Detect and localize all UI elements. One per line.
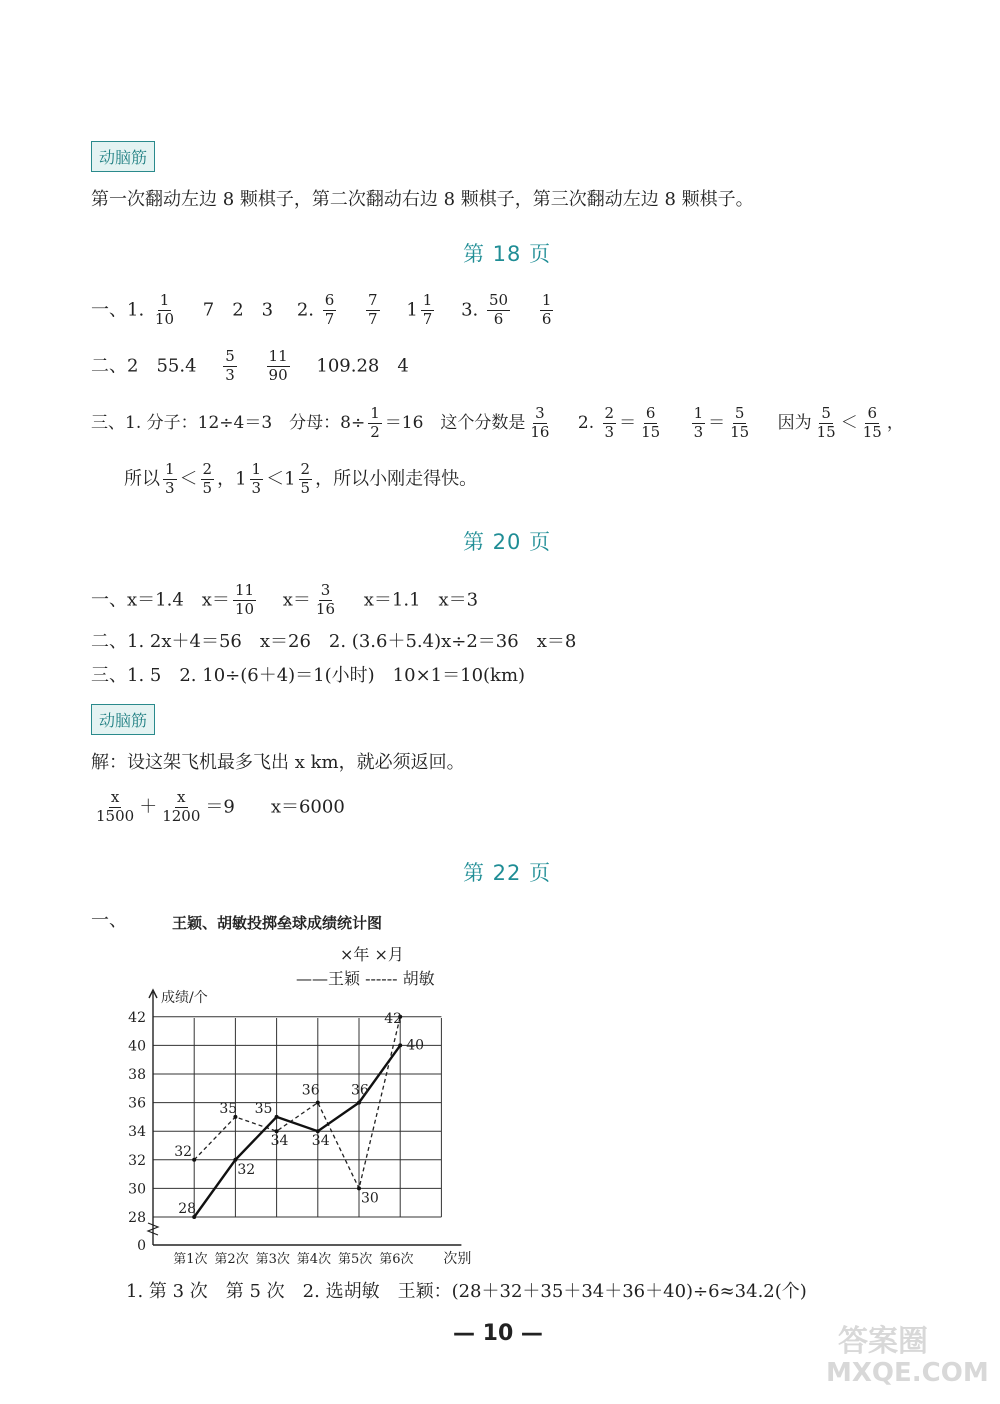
data-label-wang-ying: 40 [406,1037,425,1054]
data-label-hu-min: 30 [361,1190,379,1207]
p18-line-2: 二、2 55.4 $\frac{5}{3}$ $\frac{11}{90}$ 109.28 4 [91,347,409,384]
data-point-wang-ying [398,1043,402,1047]
p20-equation: $\frac{x}{1500}$ ＋ $\frac{x}{1200}$ ＝9 x＝6000 [96,788,345,825]
data-label-wang-ying: 28 [178,1201,197,1217]
page-18-heading: 第 18 页 [463,242,552,266]
axis-break-mark [148,1223,158,1235]
fraction: $\frac{5}{15}$ [730,404,750,441]
fraction: $\frac{1}{6}$ [541,291,552,328]
data-point-hu-min [192,1158,196,1162]
fraction: $\frac{x}{1200}$ [162,788,201,825]
y-tick-label: 40 [128,1038,146,1055]
p22-lead: 一、 [91,910,127,931]
x-axis-label: 次别 [443,1251,472,1267]
data-point-wang-ying [357,1101,361,1105]
watermark-text: MXQE.COM [826,1358,989,1388]
line-chart [120,982,480,1272]
fraction: $\frac{5}{15}$ [816,404,836,441]
y-tick-label: 30 [128,1181,146,1198]
page-number: — 10 — [453,1321,543,1346]
fraction: $\frac{1}{2}$ [370,404,380,441]
fraction: $\frac{6}{15}$ [862,404,882,441]
fraction: $\frac{5}{3}$ [225,347,235,384]
data-label-wang-ying: 32 [237,1161,256,1178]
fraction: $\frac{6}{15}$ [641,404,661,441]
y-tick-label: 34 [128,1124,146,1141]
x-tick-label: 第6次 [379,1252,414,1267]
x-tick-label: 第5次 [338,1252,373,1267]
fraction: $\frac{2}{3}$ [604,404,615,441]
fraction: $\frac{6}{7}$ [324,291,335,328]
chess-answer: 第一次翻动左边 8 颗棋子，第二次翻动右边 8 颗棋子，第三次翻动左边 8 颗棋子。 [91,189,754,210]
p18-line-3: 三、1. 分子：12÷4＝3 分母：8÷ $\frac{1}{2}$ ＝16 这个分数是 $\frac{3}{16}$ 2. $\frac{2}{3}$ ＝ $\frac{6}{15}$ $\frac{1}{3}$ ＝ $\frac{5}{15}$ 因为 $\frac{5}{15}$ ＜ $\frac{6}{15}$ ， [91,404,904,441]
fraction: $\frac{1}{10}$ [154,291,175,328]
x-tick-label: 第2次 [214,1252,249,1267]
chart-legend: ——王颖 ------ 胡敏 [296,969,435,988]
y-tick-label: 38 [128,1067,146,1083]
y-tick-label: 28 [128,1210,146,1226]
data-label-wang-ying: 36 [351,1082,369,1099]
page-22-heading: 第 22 页 [463,861,552,885]
chart-subtitle: ×年 ×月 [340,945,404,964]
y-tick-label: 0 [137,1238,146,1254]
p20-solution: 解：设这架飞机最多飞出 x km，就必须返回。 [91,752,465,773]
fraction: $\frac{11}{10}$ [234,581,255,618]
y-tick-label: 36 [128,1095,146,1112]
watermark-logo: 答案圈 [838,1324,928,1359]
fraction: $\frac{11}{90}$ [268,347,288,384]
data-label-hu-min: 32 [174,1143,193,1160]
fraction: $\frac{1}{3}$ [165,460,175,497]
p18-line-4: 所以 $\frac{1}{3}$ ＜ $\frac{2}{5}$ ，1 $\frac{1}{3}$ ＜1 $\frac{2}{5}$ ，所以小刚走得快。 [124,460,478,497]
data-label-wang-ying: 34 [311,1133,330,1150]
p20-line-2: 二、1. 2x＋4＝56 x＝26 2. (3.6＋5.4)x÷2＝36 x＝8 [91,631,577,652]
fraction: $\frac{2}{5}$ [202,460,213,497]
chart-title: 王颖、胡敏投掷垒球成绩统计图 [172,914,383,932]
p20-line-3: 三、1. 5 2. 10÷(6＋4)＝1(小时) 10×1＝10(km) [91,665,526,686]
data-label-hu-min: 35 [219,1100,238,1117]
data-label-wang-ying: 35 [254,1100,273,1117]
fraction: $\frac{50}{6}$ [488,291,509,328]
y-axis-label: 成绩/个 [161,990,208,1006]
data-label-hu-min: 34 [270,1133,289,1150]
p22-answer: 1. 第 3 次 第 5 次 2. 选胡敏 王颖：(28＋32＋35＋34＋36＋40)÷6≈34.2(个) [126,1281,807,1302]
x-tick-label: 第3次 [255,1252,290,1267]
section-tag-brain-teaser: 动脑筋 [91,141,155,172]
data-label-hu-min: 36 [301,1082,320,1099]
x-tick-label: 第1次 [173,1252,208,1267]
x-tick-label: 第4次 [296,1252,332,1267]
chart-labels [128,989,471,1267]
y-tick-label: 42 [128,1009,146,1026]
page-20-heading: 第 20 页 [463,530,552,554]
data-label-hu-min: 42 [384,1010,403,1027]
fraction: $\frac{1}{7}$ [422,291,433,328]
fraction: $\frac{7}{7}$ [368,291,378,328]
section-tag-brain-teaser-2: 动脑筋 [91,704,155,735]
p20-line-1: 一、x＝1.4 x＝ $\frac{11}{10}$ x＝ $\frac{3}{16}$ x＝1.1 x＝3 [91,581,479,618]
data-point-wang-ying [275,1115,279,1119]
fraction: $\frac{3}{16}$ [530,404,550,441]
fraction: $\frac{1}{3}$ [693,404,704,441]
p18-l1-lead: 一、1. [91,299,145,321]
fraction: $\frac{x}{1500}$ [96,788,135,825]
fraction: $\frac{2}{5}$ [300,460,311,497]
p18-line-1: 一、1. $\frac{1}{10}$ 7 2 3 2. $\frac{6}{7}$ $\frac{7}{7}$ 1 $\frac{1}{7}$ 3. $\frac{50}{6}$ $\frac{1}{6}$ [91,291,552,328]
data-point-hu-min [316,1101,320,1105]
fraction: $\frac{1}{3}$ [251,460,262,497]
y-tick-label: 32 [128,1152,146,1169]
fraction: $\frac{3}{16}$ [315,581,336,618]
